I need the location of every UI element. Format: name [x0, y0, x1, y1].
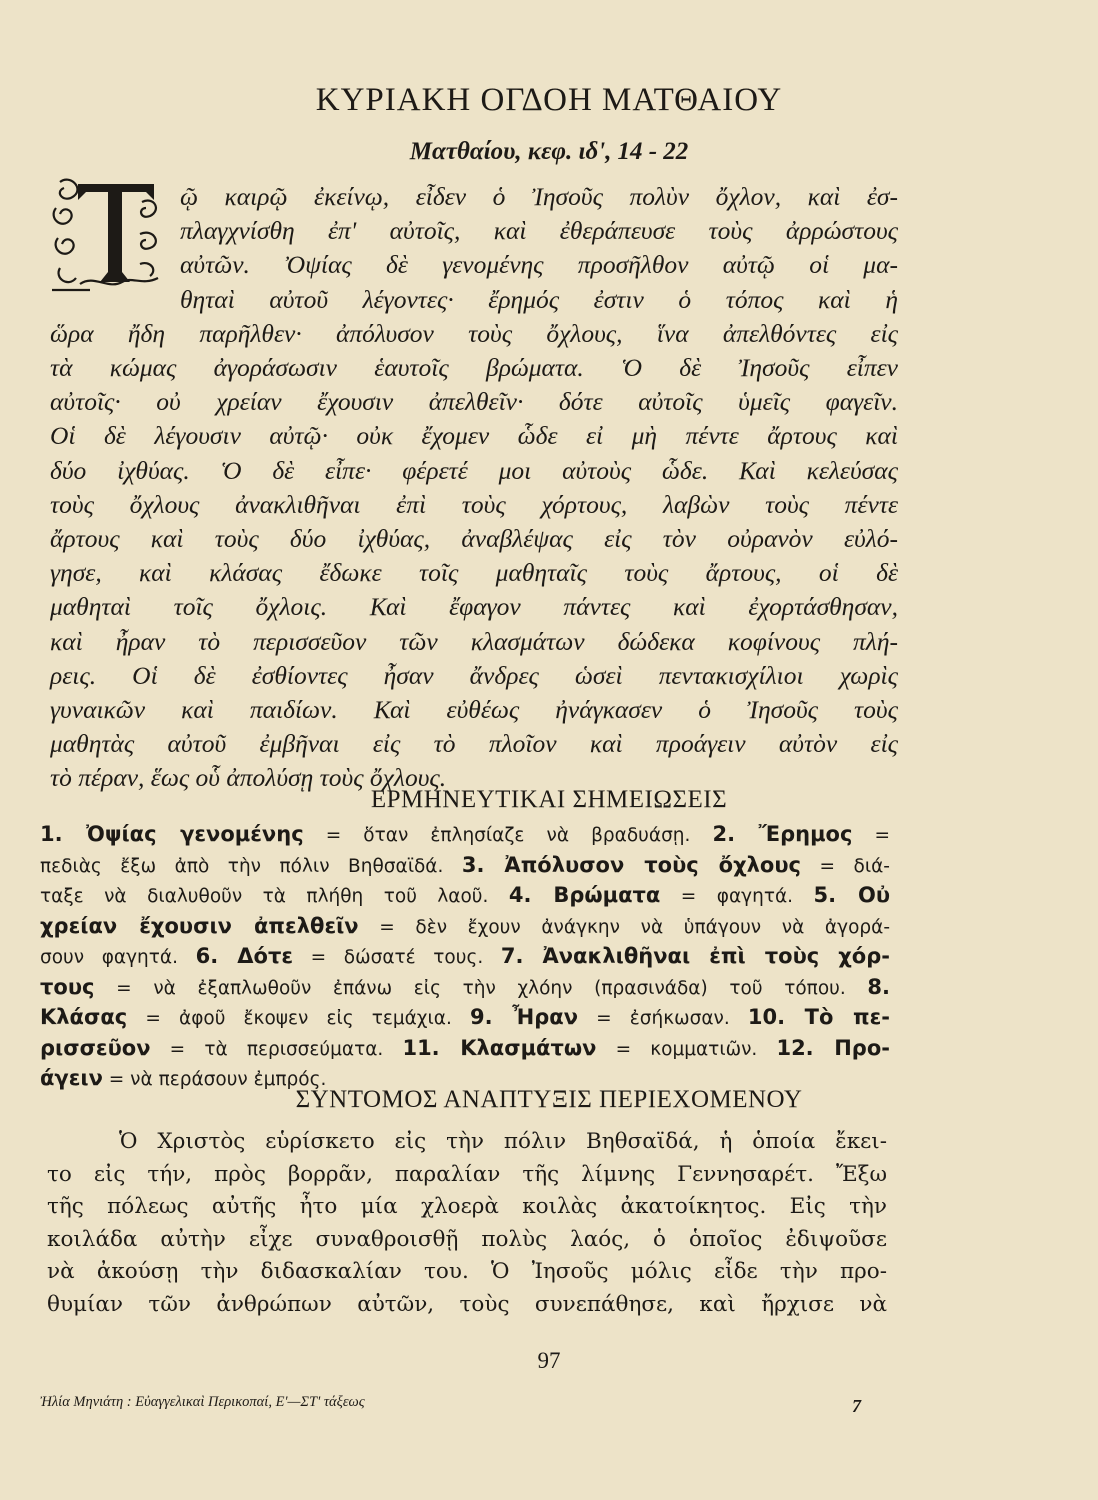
- note-term: 3. Ἀπόλυσον τοὺς ὄχλους: [461, 852, 801, 877]
- content-summary: [47, 1126, 887, 1321]
- note-definition: = νὰ περάσουν ἐμπρός.: [102, 1069, 327, 1090]
- page-number: 97: [537, 1348, 561, 1373]
- gospel-line: μαθηταὶ τοῖς ὄχλοις. Καὶ ἔφαγον πάντες καὶ ἐχορτάσθησαν,: [50, 592, 898, 622]
- note-line: [40, 1034, 890, 1065]
- interpretive-notes: [40, 820, 890, 1095]
- reference-verses: 14 - 22: [617, 138, 689, 165]
- gospel-line: ῷ καιρῷ ἐκείνῳ, εἶδεν ὁ Ἰησοῦς πολὺν ὄχλον, καὶ ἐσ-: [180, 182, 898, 211]
- note-term: 2. Ἔρημος: [712, 822, 853, 846]
- note-definition: = διά-: [800, 855, 890, 877]
- note-term: ρισσεῦον: [40, 1035, 151, 1060]
- note-definition: = ὅταν ἐπλησίαζε νὰ βραδυάσῃ.: [303, 825, 713, 846]
- gospel-line: αὐτοῖς· οὐ χρείαν ἔχουσιν ἀπελθεῖν· δότε αὐτοῖς ὑμεῖς φαγεῖν.: [50, 387, 898, 417]
- gospel-line: αὐτῶν. Ὀψίας δὲ γενομένης προσῆλθον αὐτῷ οἱ μα-: [180, 250, 898, 280]
- gospel-line: τοὺς ὄχλους ἀνακλιθῆναι ἐπὶ τοὺς χόρτους, λαβὼν τοὺς πέντε: [50, 489, 898, 519]
- notes-heading: ΕΡΜΗΝΕΥΤΙΚΑΙ ΣΗΜΕΙΩΣΕΙΣ: [370, 786, 728, 813]
- dropcap-letter: Τ: [114, 238, 115, 239]
- note-term: 8.: [867, 974, 890, 999]
- gospel-line: μαθητὰς αὐτοῦ ἐμβῆναι εἰς τὸ πλοῖον καὶ προάγειν αὐτὸν εἰς: [50, 729, 898, 759]
- summary-line: τῆς πόλεως αὐτῆς ἦτο μία χλοερὰ κοιλὰς ἀκατοίκητος. Εἰς τὴν: [47, 1194, 887, 1219]
- note-term: 10. Τὸ πε-: [747, 1005, 891, 1029]
- note-term: 4. Βρώματα: [508, 883, 661, 907]
- page-title: ΚΥΡΙΑΚΗ ΟΓΔΟΗ ΜΑΤΘΑΙΟΥ: [315, 82, 783, 118]
- note-term: Κλάσας: [40, 1005, 128, 1029]
- gospel-line: δύο ἰχθύας. Ὁ δὲ εἶπε· φέρετέ μοι αὐτοὺς ὧδε. Καὶ κελεύσας: [50, 455, 898, 485]
- gospel-line: γυναικῶν καὶ παιδίων. Καὶ εὐθέως ἠνάγκασεν ὁ Ἰησοῦς τοὺς: [50, 695, 898, 725]
- note-term: 7. Ἀνακλιθῆναι ἐπὶ τοὺς χόρ-: [500, 944, 890, 968]
- reference-book: Ματθαίου, κεφ. ιδ',: [409, 138, 612, 165]
- note-line: [40, 1003, 890, 1034]
- gospel-line: καὶ ἦραν τὸ περισσεῦον τῶν κλασμάτων δώδεκα κοφίνους πλή-: [50, 626, 898, 656]
- note-definition: = ἀφοῦ ἔκοψεν εἰς τεμάχια.: [127, 1008, 470, 1029]
- note-definition: = ἐσήκωσαν.: [578, 1008, 748, 1029]
- note-term: 5. Οὐ: [813, 883, 891, 907]
- note-term: 6. Δότε: [195, 944, 294, 968]
- signature-mark: 7: [852, 1396, 861, 1416]
- book-footer: Ἠλία Μηνιάτη : Εὐαγγελικαὶ Περικοπαί, Ε'—ΣΤ' τάξεως: [40, 1394, 365, 1410]
- note-term: 11. Κλασμάτων: [402, 1035, 597, 1060]
- note-definition: =: [852, 825, 890, 846]
- gospel-line: ἄρτους καὶ τοὺς δύο ἰχθύας, ἀναβλέψας εἰς τὸν οὐρανὸν εὐλό-: [50, 524, 898, 554]
- note-definition: = φαγητά.: [660, 886, 814, 907]
- note-line: [40, 851, 890, 882]
- summary-line: Ὁ Χριστὸς εὑρίσκετο εἰς τὴν πόλιν Βηθσαϊδά, ἡ ὁποία ἔκει-: [119, 1129, 887, 1154]
- note-definition: = δώσατέ τους.: [293, 947, 501, 968]
- gospel-line: ρεις. Οἱ δὲ ἐσθίοντες ἦσαν ἄνδρες ὡσεὶ πεντακισχίλιοι χωρὶς: [50, 660, 898, 690]
- note-definition: = δὲν ἔχουν ἀνάγκην νὰ ὑπάγουν νὰ ἀγορά-: [358, 916, 891, 938]
- note-line: [40, 973, 890, 1004]
- note-line: [40, 942, 890, 973]
- summary-line: το εἰς τήν, πρὸς βορρᾶν, παραλίαν τῆς λίμνης Γεννησαρέτ. Ἔξω: [47, 1161, 887, 1187]
- note-definition: = κομματιῶν.: [596, 1038, 777, 1060]
- note-line: [40, 881, 890, 912]
- gospel-line: τὸ πέραν, ἕως οὗ ἀπολύσῃ τοὺς ὄχλους.: [50, 763, 447, 793]
- gospel-passage: [50, 180, 898, 796]
- gospel-line: πλαγχνίσθη ἐπ' αὐτοῖς, καὶ ἐθεράπευσε τοὺς ἀρρώστους: [180, 216, 898, 246]
- gospel-line: ὥρα ἤδη παρῆλθεν· ἀπόλυσον τοὺς ὄχλους, ἵνα ἀπελθόντες εἰς: [50, 318, 898, 348]
- note-term: 1. Ὀψίας γενομένης: [40, 822, 304, 846]
- note-definition: = νὰ ἐξαπλωθοῦν ἐπάνω εἰς τὴν χλόην (πρασινάδα) τοῦ τόπου.: [94, 977, 868, 999]
- note-definition: ταξε νὰ διαλυθοῦν τὰ πλήθη τοῦ λαοῦ.: [40, 886, 509, 907]
- note-line: [40, 820, 890, 851]
- note-term: χρείαν ἔχουσιν ἀπελθεῖν: [40, 913, 359, 938]
- gospel-line: γησε, καὶ κλάσας ἔδωκε τοῖς μαθηταῖς τοὺς ἄρτους, οἱ δὲ: [50, 558, 898, 588]
- gospel-line: θηταὶ αὐτοῦ λέγοντες· ἔρημός ἐστιν ὁ τόπος καὶ ἡ: [180, 284, 898, 314]
- summary-line: θυμίαν τῶν ἀνθρώπων αὐτῶν, τοὺς συνεπάθησε, καὶ ἤρχισε νὰ: [47, 1291, 887, 1317]
- summary-line: κοιλάδα αὐτὴν εἶχε συναθροισθῇ πολὺς λαός, ὁ ὁποῖος ἐδιψοῦσε: [47, 1226, 887, 1252]
- note-line: [40, 912, 890, 943]
- note-term: 12. Προ-: [776, 1035, 890, 1060]
- note-term: 9. Ἦραν: [469, 1005, 579, 1029]
- gospel-line: Οἱ δὲ λέγουσιν αὐτῷ· οὐκ ἔχομεν ὧδε εἰ μὴ πέντε ἄρτους καὶ: [50, 421, 898, 451]
- summary-heading: ΣΥΝΤΟΜΟΣ ΑΝΑΠΤΥΞΙΣ ΠΕΡΙΕΧΟΜΕΝΟΥ: [295, 1086, 803, 1113]
- summary-line: νὰ ἀκούσῃ τὴν διδασκαλίαν του. Ὁ Ἰησοῦς μόλις εἶδε τὴν προ-: [47, 1259, 887, 1284]
- gospel-line: τὰ κώμας ἀγοράσωσιν ἑαυτοῖς βρώματα. Ὁ δὲ Ἰησοῦς εἶπεν: [50, 353, 898, 383]
- note-term: τους: [40, 974, 95, 999]
- note-definition: σουν φαγητά.: [40, 947, 196, 968]
- note-definition: = τὰ περισσεύματα.: [150, 1038, 403, 1060]
- note-definition: πεδιὰς ἔξω ἀπὸ τὴν πόλιν Βηθσαϊδά.: [40, 855, 462, 877]
- note-term: άγειν: [40, 1066, 103, 1090]
- scripture-reference: [0, 138, 1098, 166]
